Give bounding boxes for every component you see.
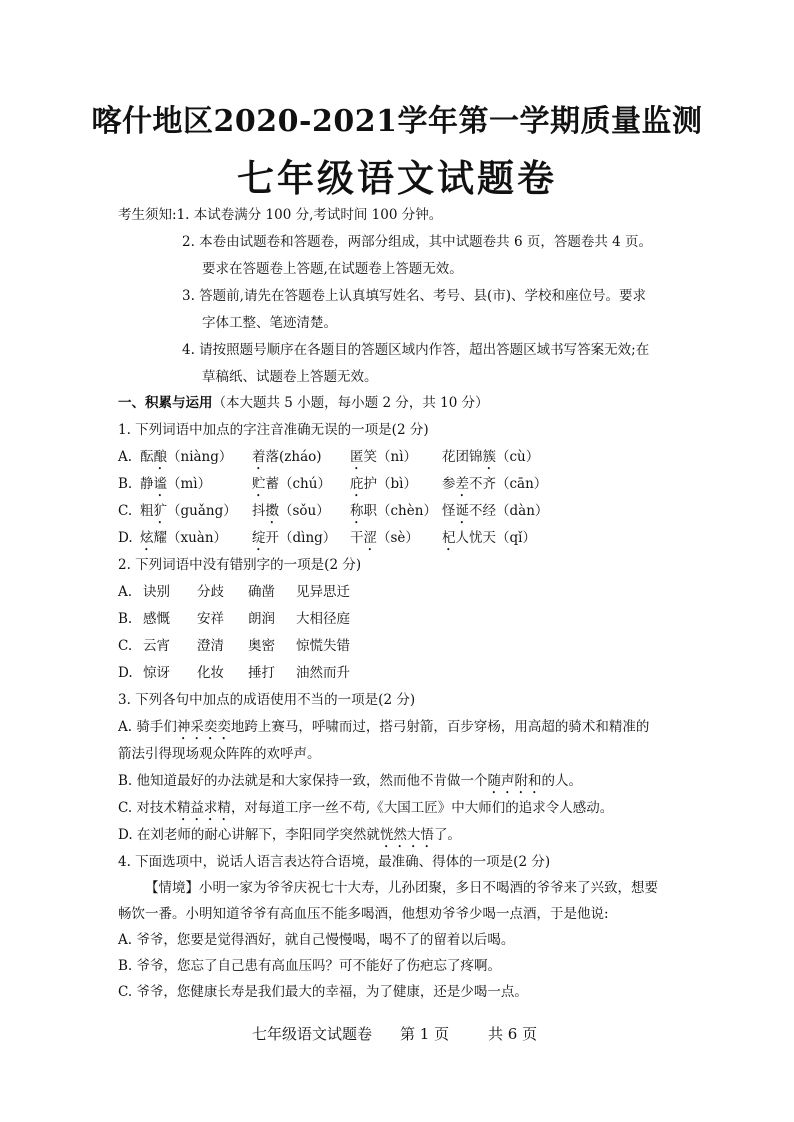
q1-d-word-1: 炫耀（xuàn） [140, 530, 228, 546]
notes-item-3-cont: 字体工整、笔迹清楚。 [202, 315, 337, 331]
q2-b-word-1: 感慨 [143, 611, 170, 627]
q1-c-word-3: 称职（chèn） [350, 503, 437, 519]
notes-label: 考生须知: [118, 207, 177, 223]
q3-b-idiom: 随声附和 [487, 773, 542, 789]
q2-c-word-4: 惊慌失错 [296, 638, 350, 654]
q1-b-word-4: 参差不齐（cān） [442, 476, 548, 492]
q1-d-word-4: 杞人忧天（qǐ） [442, 530, 536, 546]
q3-option-a-cont: 箭法引得现场观众阵阵的欢呼声。 [118, 746, 321, 762]
q1-c-word-4: 怪诞不经（dàn） [442, 503, 549, 519]
q3-option-d: D. 在刘老师的耐心讲解下，李阳同学突然就恍然大悟了。 [118, 827, 461, 843]
option-label: D. [118, 665, 133, 681]
section-1-title: 一、积累与运用 [118, 395, 213, 411]
q1-d-word-3: 干涩（sè） [350, 530, 419, 546]
section-1-heading [118, 394, 489, 412]
option-label: C. [118, 638, 133, 654]
option-label: C. [118, 503, 133, 519]
q4-option-b: B. 爷爷，您忘了自己患有高血压吗？可不能好了伤疤忘了疼啊。 [118, 958, 502, 974]
q1-c-word-2: 抖擞（sǒu） [252, 503, 330, 519]
notes-item-2: 2. 本卷由试题卷和答题卷，两部分组成，其中试题卷共 6 页，答题卷共 4 页。 [182, 234, 653, 250]
q1-b-word-1: 静谧（mì） [140, 476, 212, 492]
q4-option-a: A. 爷爷，您要是觉得酒好，就自己慢慢喝，喝不了的留着以后喝。 [118, 932, 515, 948]
q2-c-word-2: 澄清 [197, 638, 224, 654]
notes-line-1 [118, 206, 442, 224]
exam-subtitle: 七年级语文试题卷 [237, 156, 557, 200]
q3-c-idiom: 精益求精 [176, 800, 231, 816]
q2-a-word-1: 诀别 [143, 584, 170, 600]
q2-b-word-4: 大相径庭 [296, 611, 350, 627]
q2-stem: 2. 下列词语中没有错别字的一项是(2 分) [118, 557, 362, 573]
q1-a-word-3: 匿笑（nì） [350, 449, 418, 465]
q2-a-word-2: 分歧 [197, 584, 224, 600]
q2-a-word-3: 确凿 [248, 584, 275, 600]
footer-doc-name: 七年级语文试题卷 [252, 1025, 373, 1043]
option-label: D. [118, 530, 133, 546]
exam-title: 喀什地区2020-2021学年第一学期质量监测 [91, 104, 703, 139]
q3-option-b: B. 他知道最好的办法就是和大家保持一致，然而他不肯做一个随声附和的人。 [118, 773, 583, 789]
section-1-meta: （本大题共 5 小题，每小题 2 分，共 10 分） [212, 395, 489, 411]
q2-d-word-2: 化妆 [197, 665, 224, 681]
q4-context: 【情境】小明一家为爷爷庆祝七十大寿，儿孙团聚，多日不喝酒的爷爷来了兴致，想要 [145, 880, 658, 896]
q4-stem: 4. 下面选项中，说话人语言表达符合语境，最准确、得体的一项是(2 分) [118, 854, 551, 870]
footer-page-number: 第 1 页 [400, 1025, 450, 1043]
option-label: A. [118, 449, 133, 465]
q1-stem: 1. 下列词语中加点的字注音准确无误的一项是(2 分) [118, 422, 429, 438]
notes-item-2-cont: 要求在答题卷上答题,在试题卷上答题无效。 [202, 261, 463, 277]
notes-item-4: 4. 请按照题号顺序在各题目的答题区域内作答，超出答题区域书写答案无效;在 [182, 342, 650, 358]
q2-b-word-3: 朗润 [248, 611, 275, 627]
q2-c-word-3: 奥密 [248, 638, 275, 654]
q1-d-word-2: 绽开（dìng） [252, 530, 337, 546]
footer-total-pages: 共 6 页 [488, 1025, 538, 1043]
q2-c-word-1: 云宵 [143, 638, 170, 654]
q2-a-word-4: 见异思迁 [296, 584, 350, 600]
q2-d-word-3: 捶打 [248, 665, 275, 681]
q1-a-word-4: 花团锦簇（cù） [442, 449, 540, 465]
option-label: B. [118, 476, 133, 492]
q1-b-word-2: 贮蓄（chú） [252, 476, 331, 492]
q2-d-word-4: 油然而升 [296, 665, 350, 681]
q3-stem: 3. 下列各句中加点的成语使用不当的一项是(2 分) [118, 692, 416, 708]
option-label: A. [118, 584, 133, 600]
notes-item-3: 3. 答题前,请先在答题卷上认真填写姓名、考号、县(市)、学校和座位号。要求 [182, 288, 646, 304]
q2-d-word-1: 惊讶 [143, 665, 170, 681]
q1-a-word-1: 酝酿（niàng） [140, 449, 233, 465]
q1-a-word-2: 着落(zháo) [252, 449, 322, 465]
q3-option-a: A. 骑手们神采奕奕地跨上赛马，呼啸而过，搭弓射箭，百步穿杨，用高超的骑术和精准的 [118, 719, 650, 735]
q2-b-word-2: 安祥 [197, 611, 224, 627]
q1-b-word-3: 庇护（bì） [350, 476, 417, 492]
q3-d-idiom: 恍然大悟 [379, 827, 434, 843]
q3-option-c: C. 对技术精益求精，对每道工序一丝不苟,《大国工匠》中大师们的追求令人感动。 [118, 800, 614, 816]
notes-item-4-cont: 草稿纸、试题卷上答题无效。 [202, 369, 378, 385]
option-label: B. [118, 611, 133, 627]
q1-c-word-1: 粗犷（guǎng） [140, 503, 237, 519]
q4-option-c: C. 爷爷，您健康长寿是我们最大的幸福，为了健康，还是少喝一点。 [118, 984, 528, 1000]
notes-item-1: 1. 本试卷满分 100 分,考试时间 100 分钟。 [176, 207, 443, 223]
q3-a-idiom: 神采奕奕 [176, 719, 231, 735]
q4-context-cont: 畅饮一番。小明知道爷爷有高血压不能多喝酒，他想劝爷爷少喝一点酒，于是他说: [118, 906, 609, 922]
